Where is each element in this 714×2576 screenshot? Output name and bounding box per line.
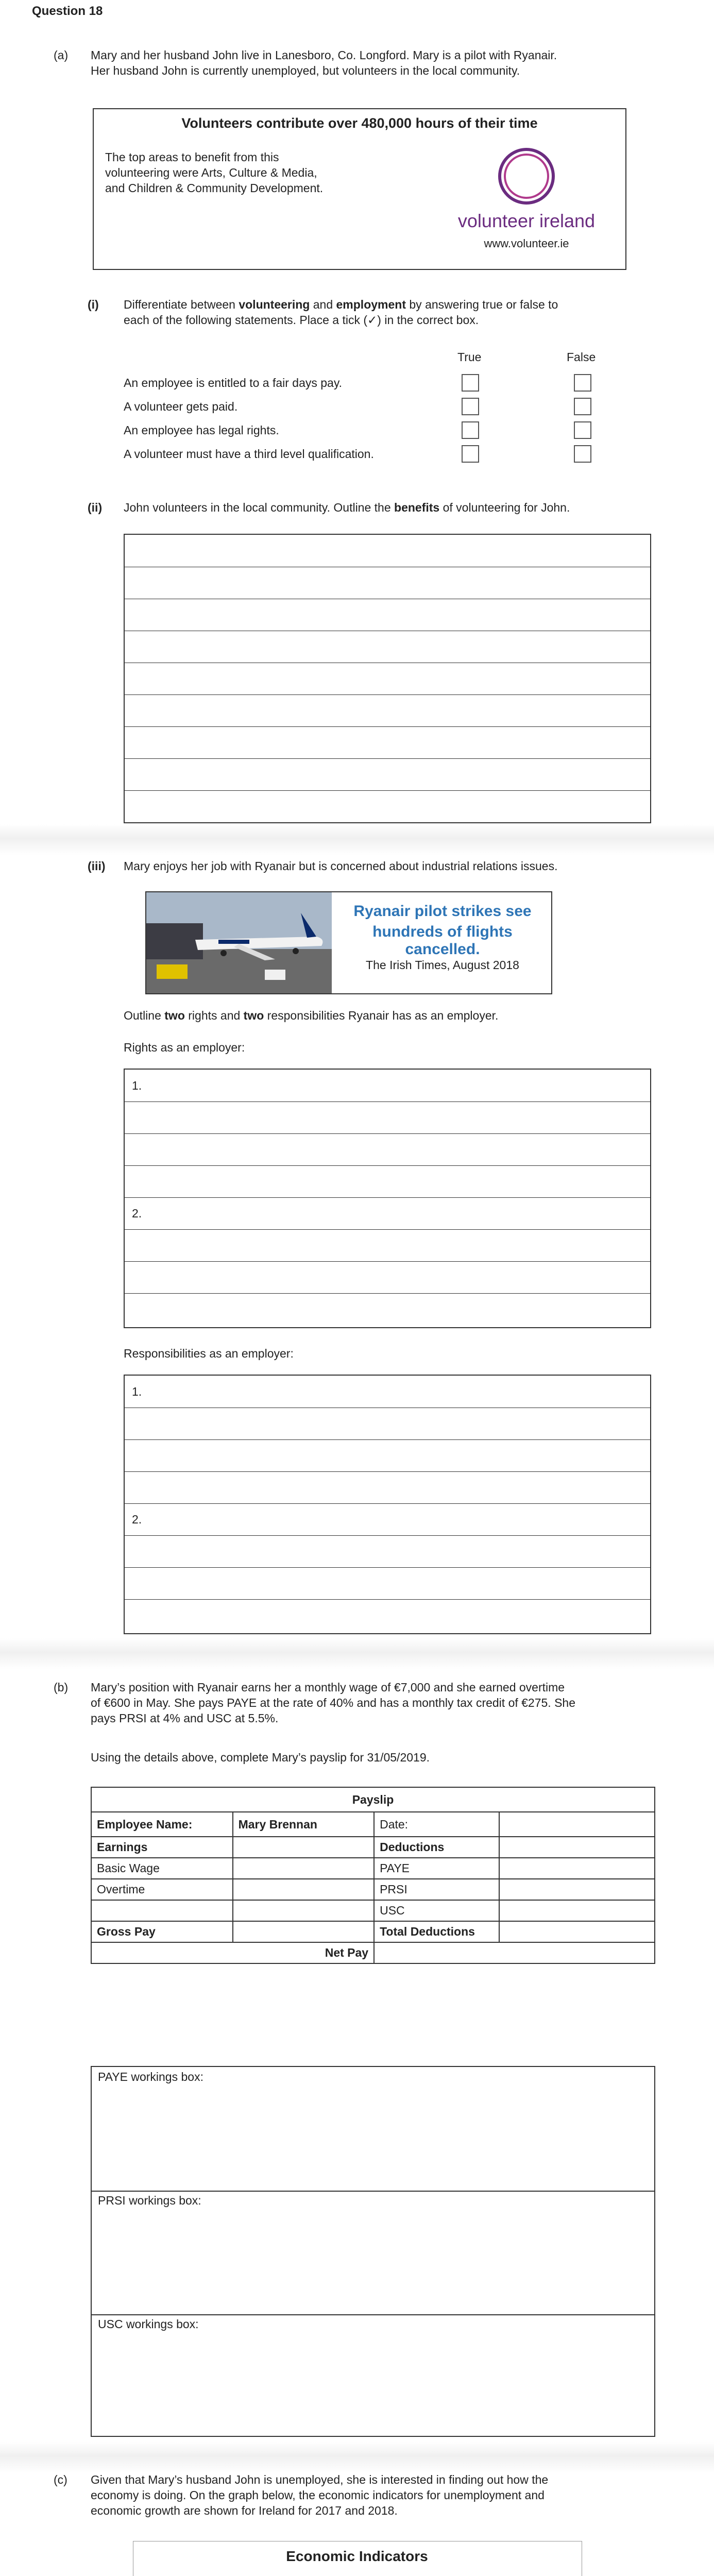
prsi-label: PRSI (374, 1879, 499, 1900)
part-a-iii-outline (124, 1009, 498, 1023)
rights-num-1: 1. (132, 1079, 142, 1092)
basic-wage-cell[interactable] (233, 1858, 375, 1879)
instr-text: John volunteers in the local community. Outline the (124, 501, 395, 514)
total-deductions-label: Total Deductions (374, 1921, 499, 1942)
usc-cell[interactable] (499, 1900, 655, 1921)
volunteer-ireland-logo-icon (496, 145, 557, 207)
part-b-text-4: Using the details above, complete Mary’s payslip for 31/05/2019. (91, 1751, 430, 1764)
instr-text: of volunteering for John. (439, 501, 570, 514)
paye-workings-label: PAYE workings box: (98, 2070, 203, 2083)
news-source: The Irish Times, August 2018 (366, 958, 519, 972)
col-true-header: True (457, 350, 482, 364)
info-box-body-2: volunteering were Arts, Culture & Media, (105, 166, 317, 179)
instr-text: rights and (184, 1009, 244, 1022)
news-headline-1: Ryanair pilot strikes see (353, 903, 532, 920)
date-label: Date: (374, 1812, 499, 1837)
rights-answer-box[interactable] (124, 1069, 651, 1328)
blank-cell (91, 1900, 233, 1921)
payslip-title: Payslip (91, 1787, 655, 1812)
info-box-url: www.volunteer.ie (484, 237, 569, 250)
part-a-i-label: (i) (88, 298, 99, 311)
chart-svg (133, 2541, 581, 2576)
instr-bold-two: two (164, 1009, 185, 1022)
checkbox-true-1[interactable] (462, 374, 479, 392)
part-a-ii-instr (124, 501, 570, 515)
resp-num-2: 2. (132, 1513, 142, 1526)
overtime-label: Overtime (91, 1879, 233, 1900)
page-break (0, 1638, 714, 1669)
rights-num-2: 2. (132, 1207, 142, 1220)
usc-label: USC (374, 1900, 499, 1921)
gross-pay-label: Gross Pay (91, 1921, 233, 1942)
part-c-text-2: economy is doing. On the graph below, the economic indicators for unemployment and (91, 2488, 545, 2502)
statement-4: A volunteer must have a third level qualification. (124, 447, 374, 461)
volunteer-info-box (93, 108, 626, 270)
info-box-body-1: The top areas to benefit from this (105, 150, 279, 164)
part-a-intro2: Her husband John is currently unemployed, but volunteers in the local community. (91, 64, 520, 77)
prsi-workings-label: PRSI workings box: (98, 2194, 201, 2207)
part-a-iii-label: (iii) (88, 859, 106, 873)
statement-2: A volunteer gets paid. (124, 400, 238, 413)
instr-bold-benefits: benefits (394, 501, 440, 514)
net-pay-cell[interactable] (374, 1942, 655, 1963)
checkbox-false-2[interactable] (574, 398, 591, 415)
checkbox-true-2[interactable] (462, 398, 479, 415)
logo-text: volunteer ireland (457, 210, 596, 231)
checkbox-true-4[interactable] (462, 445, 479, 463)
instr-text: Differentiate between (124, 298, 239, 311)
benefits-answer-box[interactable] (124, 534, 651, 823)
instr-text: and (310, 298, 336, 311)
workings-box[interactable] (91, 2066, 655, 2437)
page-break (0, 824, 714, 855)
part-c-label: (c) (54, 2473, 67, 2486)
part-a-label: (a) (54, 48, 69, 62)
economic-indicators-chart (133, 2541, 582, 2576)
instr-bold-two: two (243, 1009, 264, 1022)
part-a-i-instr (124, 298, 558, 312)
ryanair-plane-photo-icon (146, 892, 332, 993)
checkbox-true-3[interactable] (462, 421, 479, 439)
part-c-text-1: Given that Mary’s husband John is unemployed, she is interested in finding out how the (91, 2473, 549, 2486)
deductions-header: Deductions (374, 1837, 499, 1858)
blank-cell[interactable] (233, 1900, 375, 1921)
earnings-header: Earnings (91, 1837, 233, 1858)
instr-bold-employment: employment (336, 298, 406, 311)
col-false-header: False (567, 350, 596, 364)
part-a-iii-instr: Mary enjoys her job with Ryanair but is concerned about industrial relations issues. (124, 859, 558, 873)
part-a-i-instr2: each of the following statements. Place a tick (✓) in the correct box. (124, 313, 479, 327)
part-b-label: (b) (54, 1681, 69, 1694)
info-box-body-3: and Children & Community Development. (105, 181, 324, 195)
checkbox-false-1[interactable] (574, 374, 591, 392)
net-pay-label: Net Pay (91, 1942, 374, 1963)
paye-label: PAYE (374, 1858, 499, 1879)
payslip-table (91, 1787, 655, 1964)
news-box (145, 891, 552, 994)
page-break (0, 2442, 714, 2473)
info-box-heading: Volunteers contribute over 480,000 hours of their time (181, 115, 538, 131)
paye-cell[interactable] (499, 1858, 655, 1879)
employee-name-value: Mary Brennan (233, 1812, 375, 1837)
statement-1: An employee is entitled to a fair days pay. (124, 376, 343, 389)
part-a-ii-label: (ii) (88, 501, 103, 514)
part-b-text-3: pays PRSI at 4% and USC at 5.5%. (91, 1711, 279, 1725)
checkbox-false-4[interactable] (574, 445, 591, 463)
prsi-cell[interactable] (499, 1879, 655, 1900)
instr-text: responsibilities Ryanair has as an employer. (264, 1009, 499, 1022)
responsibilities-label: Responsibilities as an employer: (124, 1347, 294, 1360)
gross-pay-cell[interactable] (233, 1921, 375, 1942)
rights-label: Rights as an employer: (124, 1041, 245, 1054)
part-b-text-1: Mary’s position with Ryanair earns her a monthly wage of €7,000 and she earned overtime (91, 1681, 565, 1694)
overtime-cell[interactable] (233, 1879, 375, 1900)
instr-text: by answering true or false to (406, 298, 558, 311)
part-a-intro: Mary and her husband John live in Lanesboro, Co. Longford. Mary is a pilot with Ryanair. (91, 48, 557, 62)
total-deductions-cell[interactable] (499, 1921, 655, 1942)
blank-cell (233, 1837, 375, 1858)
news-headline-2: hundreds of flights cancelled. (372, 923, 513, 958)
checkbox-false-3[interactable] (574, 421, 591, 439)
instr-bold-volunteering: volunteering (239, 298, 310, 311)
instr-text: Outline (124, 1009, 165, 1022)
resp-num-1: 1. (132, 1385, 142, 1398)
blank-cell (499, 1837, 655, 1858)
employee-name-label: Employee Name: (91, 1812, 233, 1837)
basic-wage-label: Basic Wage (91, 1858, 233, 1879)
part-b-text-2: of €600 in May. She pays PAYE at the rate of 40% and has a monthly tax credit of €275. She (91, 1696, 576, 1709)
responsibilities-answer-box[interactable] (124, 1375, 651, 1634)
date-value-cell[interactable] (499, 1812, 655, 1837)
usc-workings-label: USC workings box: (98, 2317, 199, 2331)
question-title: Question 18 (32, 4, 103, 18)
part-c-text-3: economic growth are shown for Ireland for 2017 and 2018. (91, 2504, 398, 2517)
statement-3: An employee has legal rights. (124, 423, 279, 437)
chart-title: Economic Indicators (286, 2548, 428, 2564)
